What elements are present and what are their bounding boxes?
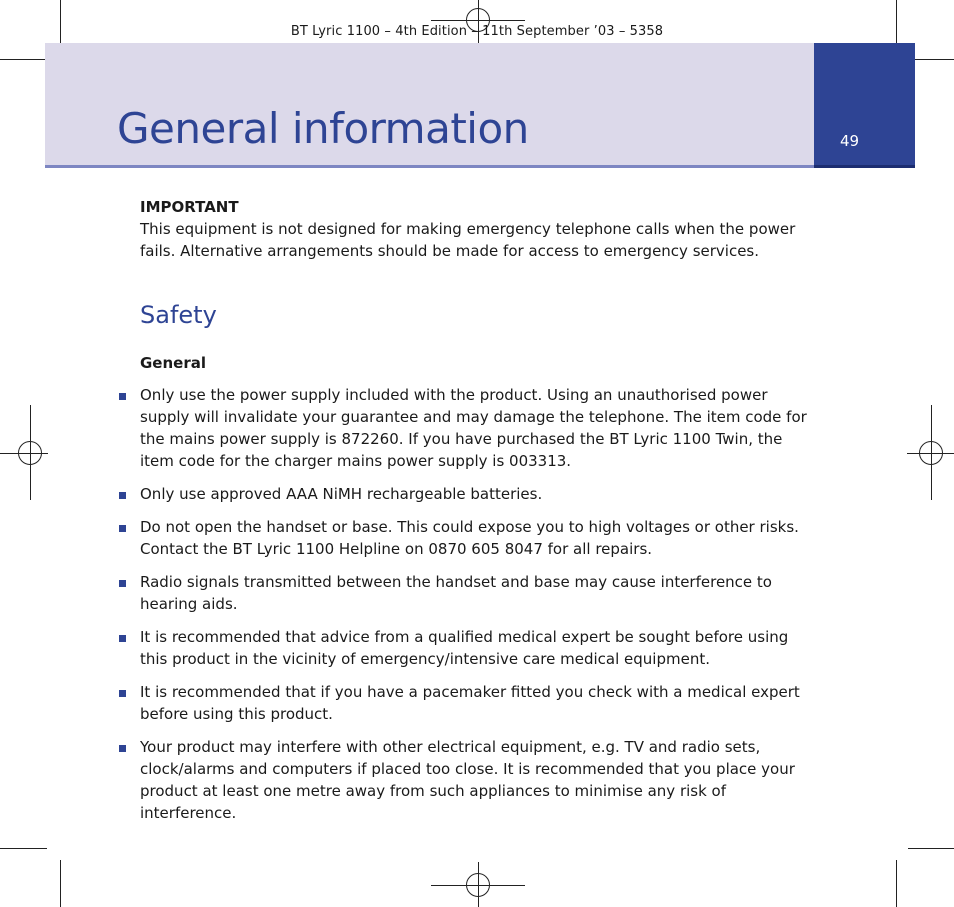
bullet-item [140, 483, 810, 505]
bullet-text: It is recommended that advice from a qualified medical expert be sought before using this product in the vicinity of emergency/intensive care medical equipment. [140, 628, 789, 668]
crop-mark-top-left-h [0, 59, 47, 60]
crop-mark-bottom-left-v [60, 860, 61, 907]
running-head: BT Lyric 1100 – 4th Edition – 11th September ’03 – 5358 [290, 24, 664, 39]
bullet-square-icon [119, 492, 126, 499]
registration-mark-left-circle [18, 441, 42, 465]
crop-mark-bottom-right-v [896, 860, 897, 907]
bullet-item [140, 384, 810, 472]
page-tab-rule [814, 165, 915, 168]
safety-heading: Safety [140, 301, 217, 329]
crop-mark-bottom-right-h [908, 848, 954, 849]
bullet-text: Your product may interfere with other electrical equipment, e.g. TV and radio sets, clock/alarms and computers if placed too close. It is recommended that you place your product at least one metre away from such appliances to minimise any risk of interference. [140, 738, 795, 822]
important-heading: IMPORTANT [140, 198, 239, 216]
bullet-text: It is recommended that if you have a pacemaker fitted you check with a medical expert before using this product. [140, 683, 800, 723]
page-tab [814, 43, 915, 165]
page-title: General information [117, 104, 529, 153]
bullet-item [140, 681, 810, 725]
safety-bullet-list [140, 384, 810, 824]
bullet-item [140, 571, 810, 615]
header-rule [45, 165, 814, 168]
bullet-square-icon [119, 525, 126, 532]
bullet-text: Only use approved AAA NiMH rechargeable batteries. [140, 485, 543, 503]
registration-mark-bottom-circle [466, 873, 490, 897]
bullet-item [140, 626, 810, 670]
general-subheading: General [140, 354, 206, 372]
bullet-square-icon [119, 690, 126, 697]
bullet-item [140, 736, 810, 824]
important-text: This equipment is not designed for making emergency telephone calls when the power fails. Alternative arrangements should be made for access to emergency services. [140, 220, 796, 260]
bullet-square-icon [119, 635, 126, 642]
bullet-text: Radio signals transmitted between the handset and base may cause interference to hearing aids. [140, 573, 772, 613]
bullet-text: Do not open the handset or base. This could expose you to high voltages or other risks. Contact the BT Lyric 1100 Helpline on 0870 605 8047 for all repairs. [140, 518, 799, 558]
page-number: 49 [840, 132, 860, 150]
bullet-square-icon [119, 745, 126, 752]
bullet-text: Only use the power supply included with the product. Using an unauthorised power supply will invalidate your guarantee and may damage the telephone. The item code for the mains power supply is 872260. If you have purchased the BT Lyric 1100 Twin, the item code for the charger mains power supply is 003313. [140, 386, 807, 470]
bullet-square-icon [119, 393, 126, 400]
bullet-item [140, 516, 810, 560]
crop-mark-bottom-left-h [0, 848, 47, 849]
bullet-square-icon [119, 580, 126, 587]
page-content [140, 196, 810, 835]
registration-mark-right-circle [919, 441, 943, 465]
